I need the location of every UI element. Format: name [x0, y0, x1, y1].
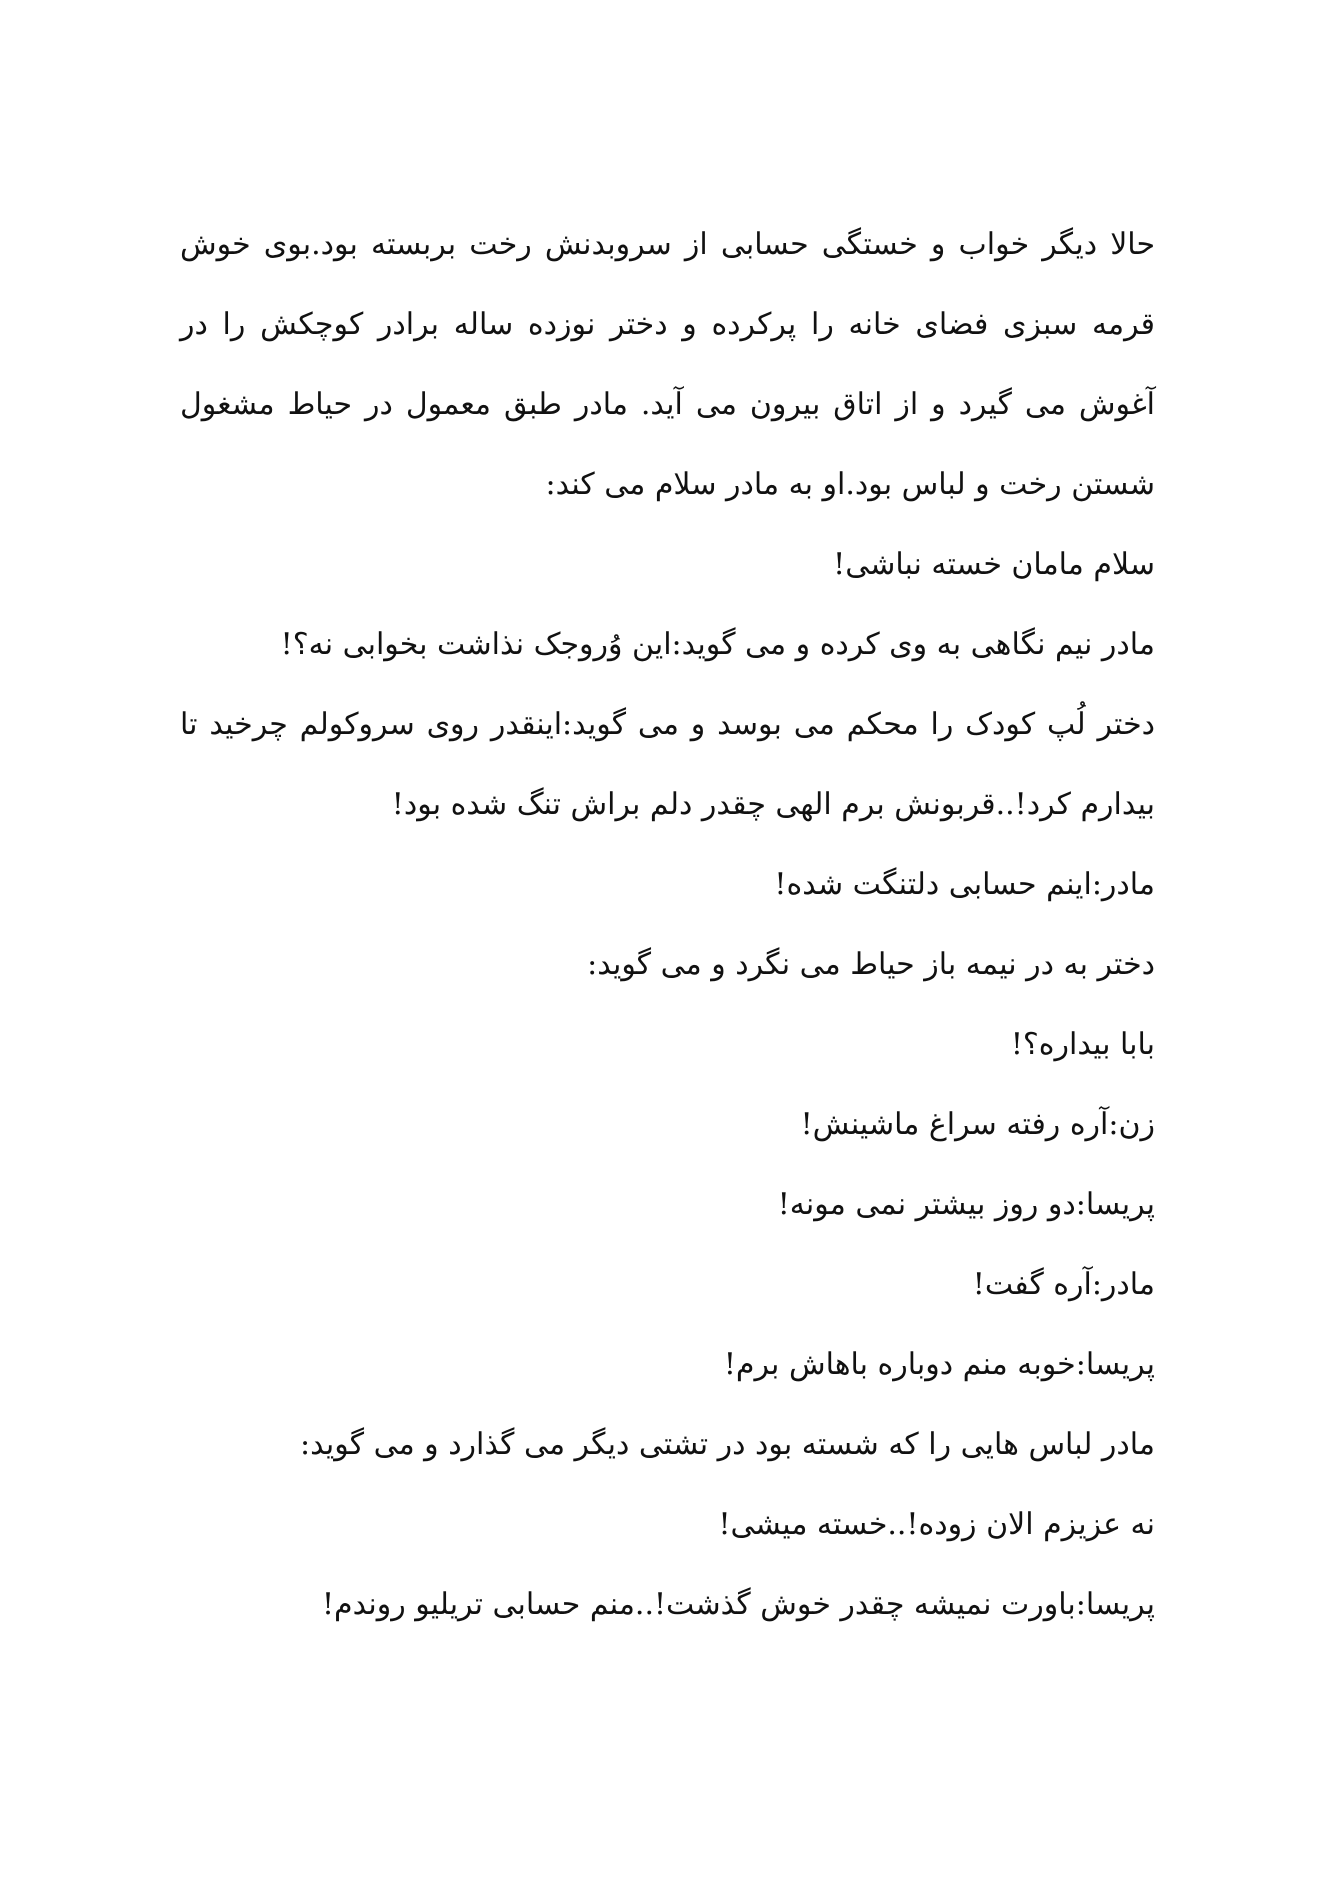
paragraph-dialogue: پریسا:باورت نمیشه چقدر خوش گذشت!..منم حسابی تریلیو روندم! — [321, 1587, 1155, 1622]
paragraph-narration-opening: حالا دیگر خواب و خستگی حسابی از سروبدنش رخت بربسته بود.بوی خوش قرمه سبزی فضای خانه را پرکرده و دختر نوزده ساله برادر کوچکش را در آغوش می گیرد و از اتاق بیرون می آید. مادر طبق معمول در حیاط مشغول شستن رخت و لباس بود.او به مادر سلام می کند: — [180, 227, 1155, 502]
paragraph-dialogue: سلام مامان خسته نباشی! — [833, 547, 1155, 582]
paragraph-narration: مادر لباس هایی را که شسته بود در تشتی دیگر می گذارد و می گوید: — [300, 1427, 1155, 1462]
story-text — [180, 205, 1155, 1645]
paragraph-dialogue: نه عزیزم الان زوده!..خسته میشی! — [718, 1507, 1155, 1542]
paragraph-dialogue: پریسا:دو روز بیشتر نمی مونه! — [777, 1187, 1155, 1222]
paragraph-dialogue: مادر:اینم حسابی دلتنگت شده! — [774, 867, 1155, 902]
paragraph-dialogue: مادر نیم نگاهی به وی کرده و می گوید:این وُروجک نذاشت بخوابی نه؟! — [280, 627, 1155, 662]
paragraph-dialogue: مادر:آره گفت! — [972, 1267, 1155, 1302]
paragraph-dialogue: پریسا:خوبه منم دوباره باهاش برم! — [723, 1347, 1155, 1382]
paragraph-dialogue: بابا بیداره؟! — [1010, 1027, 1155, 1062]
paragraph-narration: دختر به در نیمه باز حیاط می نگرد و می گوید: — [587, 947, 1155, 982]
paragraph-dialogue: زن:آره رفته سراغ ماشینش! — [800, 1107, 1155, 1142]
paragraph-narration: دختر لُپ کودک را محکم می بوسد و می گوید:اینقدر روی سروکولم چرخید تا بیدارم کرد!..قربونش برم الهی چقدر دلم براش تنگ شده بود! — [180, 707, 1155, 822]
